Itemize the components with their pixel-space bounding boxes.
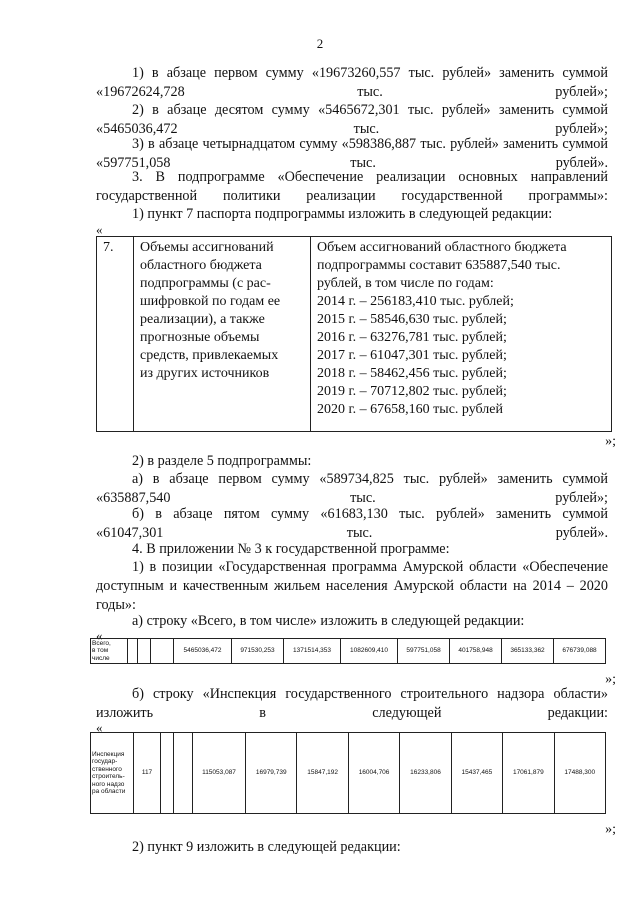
total-cell: 5465036,472 [174, 639, 232, 664]
paragraph-13: 2) пункт 9 изложить в следующей редакции: [132, 839, 401, 855]
row-number: 7. [97, 237, 134, 432]
paragraph-11: а) строку «Всего, в том числе» изложить в следующей редакции: [132, 613, 525, 629]
quote-open-1: « [96, 222, 103, 237]
total-cell: 401758,948 [450, 639, 502, 664]
allocation-value: Объем ассигнований областного бюджета подпрограммы составит 635887,540 тыс. рублей, в том числе по годам: 2014 г. – 256183,410 тыс. рублей; 2015 г. – 58546,630 тыс. рублей; 2016 г. – 63276,781 тыс. рублей; 2017 г. – 61047,301 тыс. рублей; 2018 г. – 58462,456 тыс. рублей; 2019 г. – 70712,802 тыс. рублей; 2020 г. – 67658,160 тыс. рублей [311, 237, 612, 432]
paragraph-12: б) строку «Инспекция государственного строительного надзора области» изложить в следующей редакции: [96, 686, 608, 721]
page-number: 2 [316, 36, 324, 51]
quote-open-2: « [96, 628, 103, 643]
total-cell: 676739,088 [554, 639, 606, 664]
total-cell: 971530,253 [232, 639, 284, 664]
quote-close-2: »; [605, 672, 616, 687]
paragraph-2: 2) в абзаце десятом сумму «5465672,301 тыс. рублей» заменить суммой «5465036,472 тыс. рублей»; [96, 102, 608, 137]
empty-cell [161, 733, 174, 814]
total-cell: 1371514,353 [283, 639, 340, 664]
total-cell: 1082609,410 [341, 639, 398, 664]
allocation-label: Объемы ассигнований областного бюджета подпрограммы (с рас- шифровкой по годам ее реализации), а также прогнозные объемы средств, привлекаемых из других источников [134, 237, 311, 432]
paragraph-9: 4. В приложении № 3 к государственной программе: [132, 541, 450, 557]
code-cell: 117 [134, 733, 161, 814]
paragraph-5: 1) пункт 7 паспорта подпрограммы изложить в следующей редакции: [132, 206, 553, 222]
inspection-cell: 15437,465 [451, 733, 502, 814]
table-row [97, 237, 612, 432]
empty-cell [128, 639, 138, 664]
inspection-cell: 16979,739 [246, 733, 297, 814]
inspection-cell: 16004,706 [348, 733, 399, 814]
paragraph-8: б) в абзаце пятом сумму «61683,130 тыс. рублей» заменить суммой «61047,301 тыс. рублей». [96, 506, 608, 541]
paragraph-10: 1) в позиции «Государственная программа Амурской области «Обеспечение доступным и качественным жильем населения Амурской области на 2014 – 2020 годы»: [96, 559, 608, 613]
inspection-row-table [90, 732, 606, 814]
inspection-cell: 16233,806 [400, 733, 451, 814]
empty-cell [138, 639, 151, 664]
quote-close-3: »; [605, 822, 616, 837]
inspection-label: Инспекция государ- ственного строитель- ного надзо ра области [91, 733, 134, 814]
table-row [91, 639, 606, 664]
quote-close-1: »; [605, 434, 616, 449]
inspection-cell: 17061,879 [503, 733, 554, 814]
paragraph-1: 1) в абзаце первом сумму «19673260,557 тыс. рублей» заменить суммой «19672624,728 тыс. рублей»; [96, 65, 608, 100]
inspection-cell: 17488,300 [554, 733, 605, 814]
paragraph-6: 2) в разделе 5 подпрограммы: [132, 453, 312, 469]
empty-cell [151, 639, 174, 664]
table-row [91, 733, 606, 814]
quote-open-3: « [96, 720, 103, 735]
total-label: Всего, в том числе [91, 639, 128, 664]
paragraph-3: 3) в абзаце четырнадцатом сумму «598386,887 тыс. рублей» заменить суммой «597751,058 тыс. рублей». [96, 136, 608, 171]
inspection-cell: 115053,087 [193, 733, 246, 814]
paragraph-4: 3. В подпрограмме «Обеспечение реализации основных направлений государственной политики реализации государственной программы»: [96, 169, 608, 204]
total-cell: 365133,362 [502, 639, 554, 664]
passport-table [96, 236, 612, 432]
inspection-cell: 15847,192 [297, 733, 348, 814]
total-row-table [90, 638, 606, 664]
empty-cell [174, 733, 193, 814]
total-cell: 597751,058 [398, 639, 450, 664]
paragraph-7: а) в абзаце первом сумму «589734,825 тыс. рублей» заменить суммой «635887,540 тыс. рублей»; [96, 471, 608, 506]
